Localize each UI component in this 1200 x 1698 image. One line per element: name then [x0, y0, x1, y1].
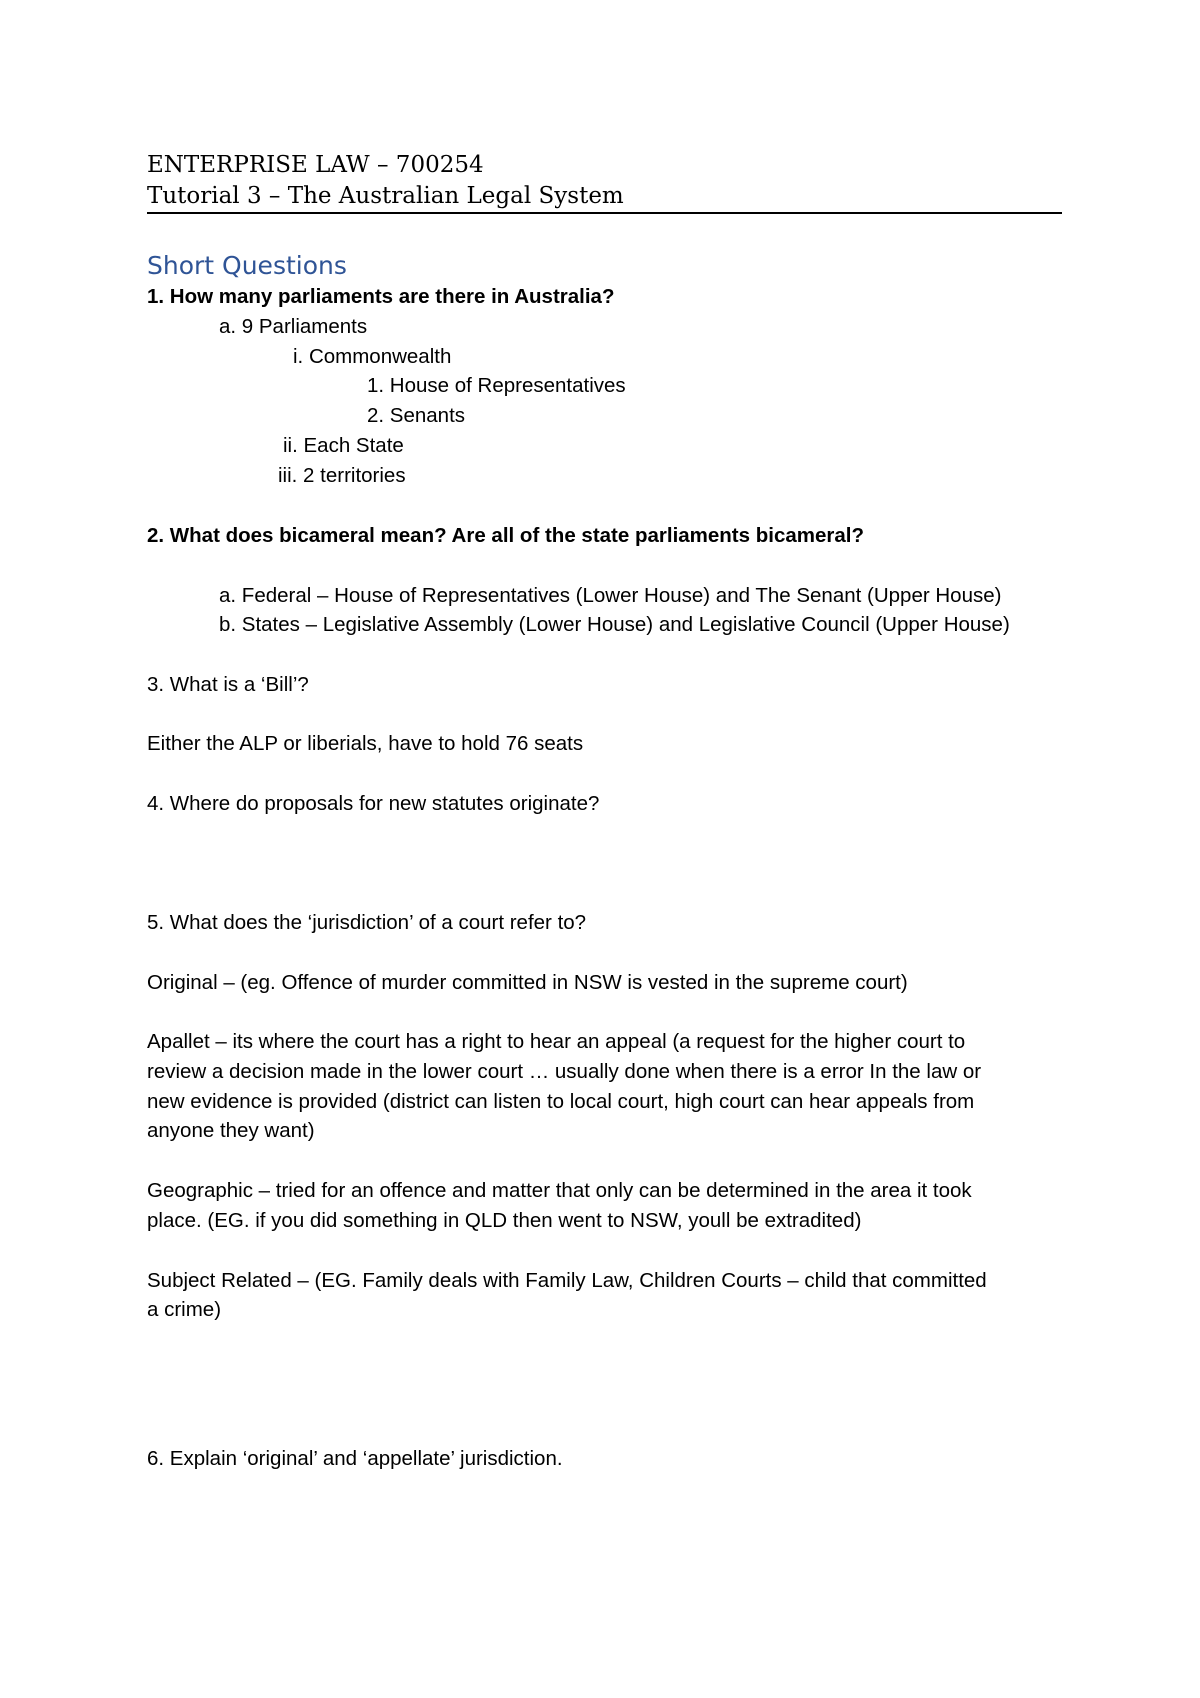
q5-geographic-line-1: Geographic – tried for an offence and matter that only can be determined in the area it took [147, 1179, 972, 1202]
q1-answer-a: a. 9 Parliaments [219, 315, 368, 338]
q5-apallet-line-4: anyone they want) [147, 1119, 315, 1142]
tutorial-title: Tutorial 3 – The Australian Legal System [147, 183, 624, 209]
q5-original: Original – (eg. Offence of murder committed in NSW is vested in the supreme court) [147, 971, 908, 994]
q1-answer-ii: ii. Each State [283, 434, 404, 457]
q2-answer-b: b. States – Legislative Assembly (Lower House) and Legislative Council (Upper House) [219, 613, 1010, 636]
question-5: 5. What does the ‘jurisdiction’ of a court refer to? [147, 911, 587, 934]
question-1: 1. How many parliaments are there in Australia? [147, 285, 615, 308]
q1-answer-iii: iii. 2 territories [278, 464, 406, 487]
header-divider [147, 212, 1062, 214]
q1-answer-i: i. Commonwealth [293, 345, 452, 368]
question-4: 4. Where do proposals for new statutes originate? [147, 792, 600, 815]
question-2: 2. What does bicameral mean? Are all of the state parliaments bicameral? [147, 524, 864, 547]
q5-subject-line-1: Subject Related – (EG. Family deals with Family Law, Children Courts – child that committed [147, 1269, 987, 1292]
q5-apallet-line-3: new evidence is provided (district can listen to local court, high court can hear appeals from [147, 1090, 975, 1113]
course-title: ENTERPRISE LAW – 700254 [147, 152, 484, 178]
question-6: 6. Explain ‘original’ and ‘appellate’ jurisdiction. [147, 1447, 563, 1470]
q2-answer-a: a. Federal – House of Representatives (Lower House) and The Senant (Upper House) [219, 584, 1002, 607]
q5-geographic-line-2: place. (EG. if you did something in QLD then went to NSW, youll be extradited) [147, 1209, 862, 1232]
question-3: 3. What is a ‘Bill’? [147, 673, 309, 696]
q3-answer: Either the ALP or liberials, have to hold 76 seats [147, 732, 584, 755]
section-heading: Short Questions [147, 251, 347, 280]
q5-subject-line-2: a crime) [147, 1298, 222, 1321]
q5-apallet-line-2: review a decision made in the lower court … usually done when there is a error In the law or [147, 1060, 982, 1083]
q1-answer-i2: 2. Senants [367, 404, 466, 427]
q5-apallet-line-1: Apallet – its where the court has a right to hear an appeal (a request for the higher court to [147, 1030, 966, 1053]
q1-answer-i1: 1. House of Representatives [367, 374, 626, 397]
